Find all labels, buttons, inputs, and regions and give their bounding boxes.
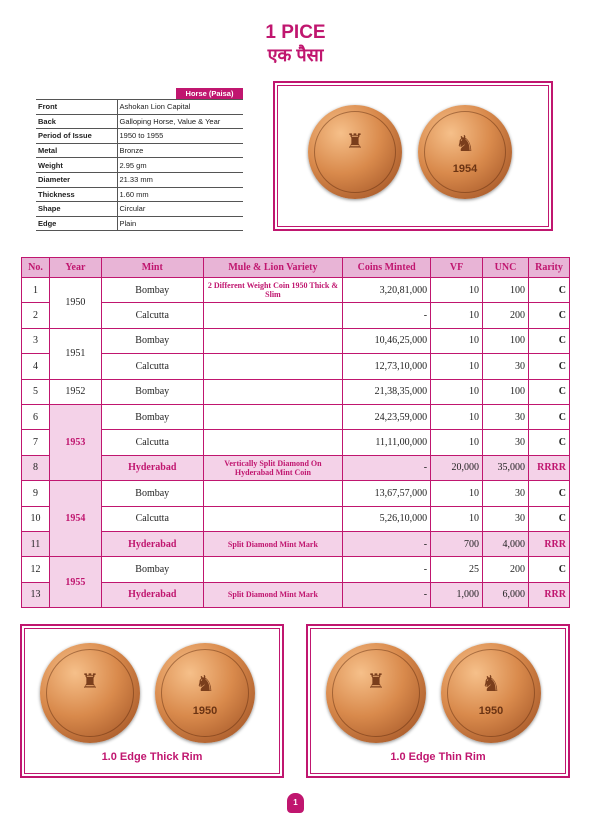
coins-minted-cell: - (343, 531, 431, 556)
row-number: 11 (22, 531, 50, 556)
vf-price-cell: 10 (431, 404, 483, 429)
lion-capital-icon: ♜ (346, 131, 364, 154)
coins-minted-cell: 3,20,81,000 (343, 278, 431, 303)
coins-minted-cell: - (343, 455, 431, 480)
spec-row (36, 143, 243, 158)
mule-variety-cell (203, 404, 343, 429)
spec-value: Circular (117, 202, 243, 217)
table-row (22, 506, 570, 531)
unc-price-cell: 200 (483, 557, 529, 582)
mint-cell: Bombay (101, 404, 203, 429)
spec-label: Horse (Paisa) (176, 88, 243, 99)
rarity-cell: RRR (528, 531, 569, 556)
coins-minted-cell: 21,38,35,000 (343, 379, 431, 404)
mint-cell: Bombay (101, 481, 203, 506)
vf-price-cell: 10 (431, 379, 483, 404)
year-cell: 1953 (49, 404, 101, 480)
rarity-cell: C (528, 354, 569, 379)
mule-variety-cell: Split Diamond Mint Mark (203, 531, 343, 556)
table-row (22, 354, 570, 379)
row-number: 1 (22, 278, 50, 303)
table-row (22, 430, 570, 455)
unc-price-cell: 4,000 (483, 531, 529, 556)
vf-price-cell: 10 (431, 506, 483, 531)
coins-minted-cell: - (343, 582, 431, 607)
unc-price-cell: 6,000 (483, 582, 529, 607)
unc-price-cell: 30 (483, 481, 529, 506)
spec-value: 2.95 gm (117, 158, 243, 173)
mint-cell: Calcutta (101, 303, 203, 328)
thick-rim-frame (20, 624, 284, 778)
coins-minted-cell: 5,26,10,000 (343, 506, 431, 531)
rarity-cell: C (528, 379, 569, 404)
table-row (22, 455, 570, 480)
mint-cell: Bombay (101, 328, 203, 353)
spec-key: Thickness (36, 187, 117, 202)
unc-price-cell: 30 (483, 354, 529, 379)
table-row (22, 328, 570, 353)
spec-row (36, 216, 243, 231)
table-row (22, 379, 570, 404)
row-number: 9 (22, 481, 50, 506)
thin-rim-frame (306, 624, 570, 778)
unc-price-cell: 100 (483, 328, 529, 353)
thick-rim-caption: 1.0 Edge Thick Rim (101, 751, 203, 763)
thin-reverse-image (441, 643, 541, 743)
vf-price-cell: 10 (431, 481, 483, 506)
row-number: 6 (22, 404, 50, 429)
row-number: 12 (22, 557, 50, 582)
mint-cell: Calcutta (101, 430, 203, 455)
year-cell: 1955 (49, 557, 101, 608)
spec-key: Edge (36, 216, 117, 231)
mint-cell: Bombay (101, 278, 203, 303)
rarity-cell: C (528, 506, 569, 531)
spec-key: Back (36, 114, 117, 129)
year-cell: 1950 (49, 278, 101, 329)
column-header: Rarity (528, 258, 569, 278)
unc-price-cell: 100 (483, 278, 529, 303)
coin-year: 1954 (452, 163, 478, 176)
coins-minted-cell: - (343, 303, 431, 328)
row-number: 10 (22, 506, 50, 531)
mint-cell: Calcutta (101, 506, 203, 531)
spec-key: Metal (36, 143, 117, 158)
table-row (22, 557, 570, 582)
spec-row (36, 172, 243, 187)
table-row (22, 278, 570, 303)
spec-row (36, 100, 243, 115)
vf-price-cell: 10 (431, 278, 483, 303)
year-cell: 1951 (49, 328, 101, 379)
spec-value: Plain (117, 216, 243, 231)
mule-variety-cell (203, 506, 343, 531)
table-row (22, 481, 570, 506)
row-number: 13 (22, 582, 50, 607)
vf-price-cell: 20,000 (431, 455, 483, 480)
rarity-cell: C (528, 557, 569, 582)
top-coin-frame (273, 81, 553, 231)
page-title: 1 PICE (265, 22, 326, 43)
rarity-cell: C (528, 303, 569, 328)
coins-minted-cell: 11,11,00,000 (343, 430, 431, 455)
column-header: UNC (483, 258, 529, 278)
coins-minted-cell: 12,73,10,000 (343, 354, 431, 379)
spec-table (36, 99, 243, 231)
page-number: 1 (287, 793, 304, 813)
rarity-cell: C (528, 404, 569, 429)
horse-icon: ♞ (481, 671, 501, 696)
row-number: 8 (22, 455, 50, 480)
spec-key: Front (36, 100, 117, 115)
row-number: 5 (22, 379, 50, 404)
coin-year: 1950 (478, 705, 504, 717)
mule-variety-cell (203, 379, 343, 404)
column-header: Mule & Lion Variety (203, 258, 343, 278)
coin-year: 1950 (192, 705, 218, 717)
column-header: No. (22, 258, 50, 278)
rarity-cell: C (528, 481, 569, 506)
coins-minted-cell: - (343, 557, 431, 582)
spec-row (36, 114, 243, 129)
mule-variety-cell (203, 430, 343, 455)
spec-key: Shape (36, 202, 117, 217)
unc-price-cell: 30 (483, 430, 529, 455)
mintage-table (21, 257, 570, 608)
coins-minted-cell: 24,23,59,000 (343, 404, 431, 429)
spec-row (36, 202, 243, 217)
spec-row (36, 158, 243, 173)
mule-variety-cell: 2 Different Weight Coin 1950 Thick & Slim (203, 278, 343, 303)
rarity-cell: C (528, 328, 569, 353)
mule-variety-cell (203, 354, 343, 379)
spec-row (36, 129, 243, 144)
table-row (22, 303, 570, 328)
vf-price-cell: 25 (431, 557, 483, 582)
column-header: Mint (101, 258, 203, 278)
mint-cell: Bombay (101, 379, 203, 404)
horse-icon: ♞ (195, 671, 215, 696)
thick-reverse-image (155, 643, 255, 743)
lion-capital-icon: ♜ (367, 671, 385, 693)
spec-key: Diameter (36, 172, 117, 187)
spec-key: Weight (36, 158, 117, 173)
mule-variety-cell: Split Diamond Mint Mark (203, 582, 343, 607)
spec-row (36, 187, 243, 202)
mint-cell: Bombay (101, 557, 203, 582)
vf-price-cell: 10 (431, 430, 483, 455)
thick-obverse-image (40, 643, 140, 743)
vf-price-cell: 10 (431, 328, 483, 353)
row-number: 2 (22, 303, 50, 328)
column-header: Year (49, 258, 101, 278)
table-row (22, 404, 570, 429)
spec-key: Period of Issue (36, 129, 117, 144)
spec-value: 1.60 mm (117, 187, 243, 202)
coins-minted-cell: 13,67,57,000 (343, 481, 431, 506)
vf-price-cell: 10 (431, 354, 483, 379)
unc-price-cell: 100 (483, 379, 529, 404)
spec-value: 1950 to 1955 (117, 129, 243, 144)
unc-price-cell: 35,000 (483, 455, 529, 480)
mule-variety-cell (203, 303, 343, 328)
page-subtitle-hindi: एक पैसा (267, 45, 324, 65)
mint-cell: Calcutta (101, 354, 203, 379)
vf-price-cell: 1,000 (431, 582, 483, 607)
thin-rim-caption: 1.0 Edge Thin Rim (390, 751, 486, 763)
coin-obverse-image (308, 105, 402, 199)
spec-value: Ashokan Lion Capital (117, 100, 243, 115)
column-header: VF (431, 258, 483, 278)
rarity-cell: C (528, 278, 569, 303)
row-number: 4 (22, 354, 50, 379)
lion-capital-icon: ♜ (81, 671, 99, 693)
mint-cell: Hyderabad (101, 582, 203, 607)
mule-variety-cell (203, 481, 343, 506)
horse-icon: ♞ (455, 131, 475, 157)
mint-cell: Hyderabad (101, 531, 203, 556)
mule-variety-cell (203, 557, 343, 582)
spec-value: Bronze (117, 143, 243, 158)
thin-obverse-image (326, 643, 426, 743)
unc-price-cell: 200 (483, 303, 529, 328)
spec-value: Galloping Horse, Value & Year (117, 114, 243, 129)
column-header: Coins Minted (343, 258, 431, 278)
vf-price-cell: 10 (431, 303, 483, 328)
coins-minted-cell: 10,46,25,000 (343, 328, 431, 353)
year-cell: 1952 (49, 379, 101, 404)
row-number: 7 (22, 430, 50, 455)
rarity-cell: RRR (528, 582, 569, 607)
row-number: 3 (22, 328, 50, 353)
spec-value: 21.33 mm (117, 172, 243, 187)
table-row (22, 531, 570, 556)
mule-variety-cell (203, 328, 343, 353)
rarity-cell: C (528, 430, 569, 455)
mule-variety-cell: Vertically Split Diamond On Hyderabad Mint Coin (203, 455, 343, 480)
table-row (22, 582, 570, 607)
unc-price-cell: 30 (483, 404, 529, 429)
year-cell: 1954 (49, 481, 101, 557)
unc-price-cell: 30 (483, 506, 529, 531)
vf-price-cell: 700 (431, 531, 483, 556)
coin-reverse-image (418, 105, 512, 199)
rarity-cell: RRRR (528, 455, 569, 480)
mint-cell: Hyderabad (101, 455, 203, 480)
